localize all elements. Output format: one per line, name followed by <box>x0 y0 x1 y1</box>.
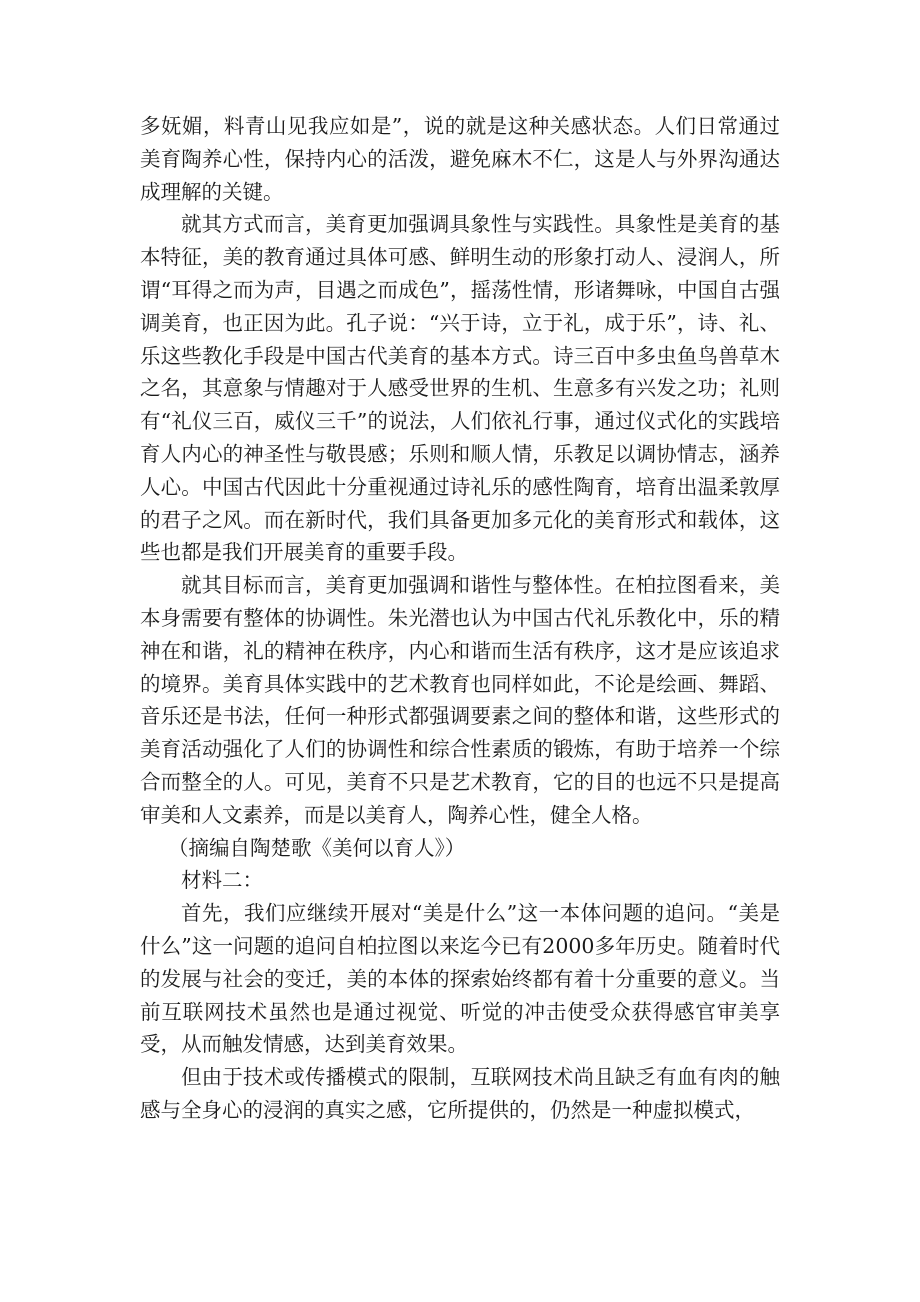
paragraph-continuation: 多妩媚，料青山见我应如是”，说的就是这种关感状态。人们日常通过美育陶养心性，保持内心的活泼，避免麻木不仁，这是人与外界沟通达成理解的关键。 <box>140 114 780 204</box>
material-two-label: 材料二： <box>181 868 263 893</box>
paragraph-limitation: 但由于技术或传播模式的限制，互联网技术尚且缺乏有血有肉的触感与全身心的浸润的真实之感，它所提供的，仍然是一种虚拟模式， <box>140 1065 780 1122</box>
paragraph-method: 就其方式而言，美育更加强调具象性与实践性。具象性是美育的基本特征，美的教育通过具体可感、鲜明生动的形象打动人、浸润人，所谓“耳得之而为声，目遇之而成色”，摇荡性情，形诸舞咏，中国自古强调美育，也正因为此。孔子说：“兴于诗，立于礼，成于乐”，诗、礼、乐这些教化手段是中国古代美育的基本方式。诗三百中多虫鱼鸟兽草木之名，其意象与情趣对于人感受世界的生机、生意多有兴发之功；礼则有“礼仪三百，威仪三千”的说法，人们依礼行事，通过仪式化的实践培育人内心的神圣性与敬畏感；乐则和顺人情，乐教足以调协情志，涵养人心。中国古代因此十分重视通过诗礼乐的感性陶育，培育出温柔敦厚的君子之风。而在新时代，我们具备更加多元化的美育形式和载体，这些也都是我们开展美育的重要手段。 <box>140 212 780 565</box>
paragraph-first: 首先，我们应继续开展对“美是什么”这一本体问题的追问。“美是什么”这一问题的追问自柏拉图以来迄今已有2000多年历史。随着时代的发展与社会的变迁，美的本体的探索始终都有着十分重要的意义。当前互联网技术虽然也是通过视觉、听觉的冲击使受众获得感官审美享受，从而触发情感，达到美育效果。 <box>140 901 780 1057</box>
paragraph-goal: 就其目标而言，美育更加强调和谐性与整体性。在柏拉图看来，美本身需要有整体的协调性。朱光潜也认为中国古代礼乐教化中，乐的精神在和谐，礼的精神在秩序，内心和谐而生活有秩序，这才是应该追求的境界。美育具体实践中的艺术教育也同样如此，不论是绘画、舞蹈、音乐还是书法，任何一种形式都强调要素之间的整体和谐，这些形式的美育活动强化了人们的协调性和综合性素质的锻炼，有助于培养一个综合而整全的人。可见，美育不只是艺术教育，它的目的也远不只是提高审美和人文素养，而是以美育人，陶养心性，健全人格。 <box>140 573 780 827</box>
document-body <box>140 110 780 1127</box>
source-citation: （摘编自陶楚歌《美何以育人》） <box>168 835 466 860</box>
